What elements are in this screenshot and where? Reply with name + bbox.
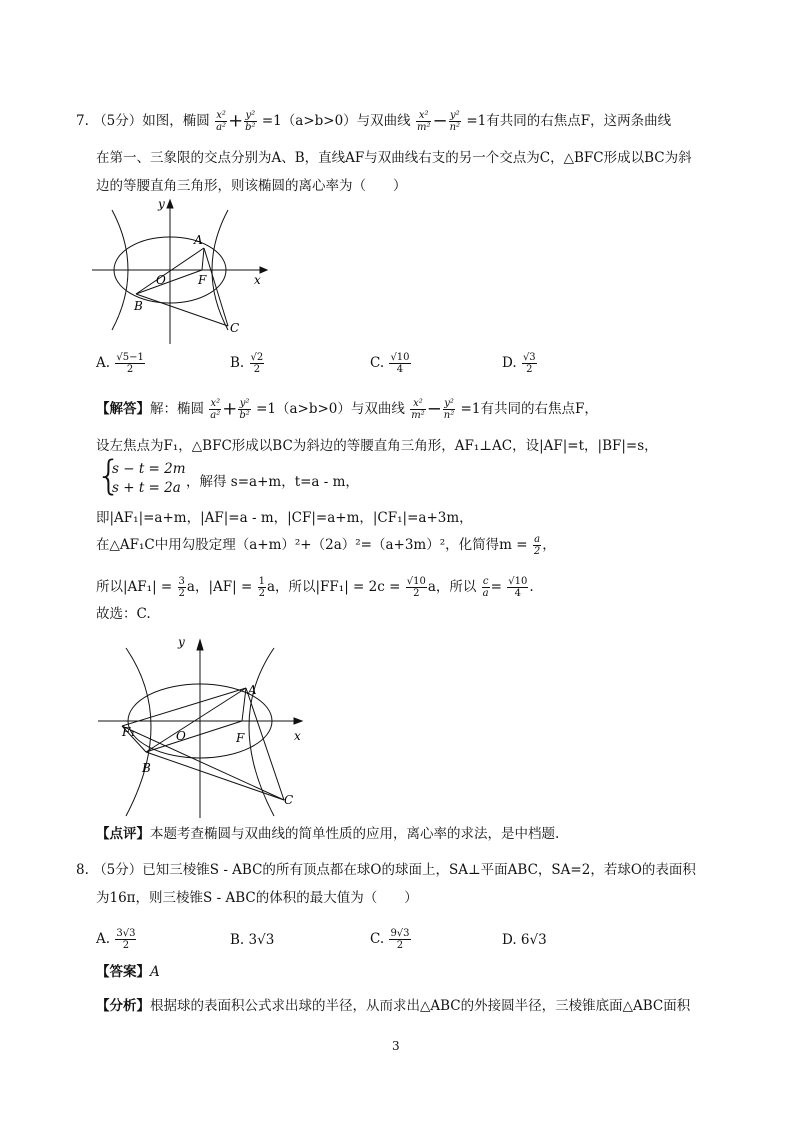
label-y: y — [178, 635, 185, 649]
label-x: x — [254, 273, 261, 287]
page-number: 3 — [392, 1039, 400, 1053]
frac-y2-b2: $\frac{\text{y²}}{\text{b²}}$ — [245, 110, 256, 133]
label-A: A — [194, 233, 203, 247]
label-O: O — [156, 273, 166, 287]
q8-option-b[interactable]: B. 3√3 — [230, 932, 275, 948]
label-B: B — [142, 761, 151, 775]
q7-line3: 边的等腰直角三角形，则该椭圆的离心率为（ ） — [96, 178, 407, 194]
q7-line2: 在第一、三象限的交点分别为A、B，直线AF与双曲线右支的另一个交点为C，△BFC形成以BC为斜 — [96, 150, 692, 166]
q8-option-d[interactable]: D. 6√3 — [502, 932, 547, 948]
label-x: x — [294, 729, 301, 743]
label-F: F — [198, 273, 207, 287]
label-B: B — [134, 299, 143, 313]
label-C: C — [230, 321, 240, 335]
q7-line1: 7. （5分）如图，椭圆 $\frac{\text{x²}}{\text{a²}}$ + $\frac{\text{y²}}{\text{b²}}$ =1（a>b>0）与双曲线 $\frac{\text{x²}}{\text{m²}}$ − $\frac{\text{y²}}{\text{n²}}$ =1有共同的右焦点F，这两条曲线 — [76, 110, 672, 133]
figure-ellipse-hyperbola-2 — [96, 628, 310, 820]
answer-line1: 【解答】解：椭圆 $\frac{\text{x²}}{\text{a²}}$ + $\frac{\text{y²}}{\text{b²}}$ =1（a>b>0）与双曲线 $\frac{\text{x²}}{\text{m²}}$ − $\frac{\text{y²}}{\text{n²}}$ =1有共同的右焦点F， — [96, 398, 598, 421]
q8-answer: 【答案】A — [96, 964, 160, 980]
hyperbola-right — [249, 648, 274, 816]
q8-option-a[interactable]: A. $\frac{3√3}{2}$ — [96, 928, 136, 951]
q8-option-c[interactable]: C. $\frac{9√3}{2}$ — [370, 928, 410, 951]
q7-option-d[interactable]: D. $\frac{√3}{2}$ — [502, 352, 536, 375]
label-A: A — [248, 683, 257, 697]
frac-x2-m2: $\frac{\text{x²}}{\text{m²}}$ — [416, 110, 431, 133]
q8-line1: 8. （5分）已知三棱锥S - ABC的所有顶点都在球O的球面上，SA⊥平面ABC，SA=2，若球O的表面积 — [76, 862, 696, 878]
answer-line2: 设左焦点为F₁，△BFC形成以BC为斜边的等腰直角三角形，AF₁⊥AC，设|AF|=t，|BF|=s， — [96, 438, 658, 454]
label-C: C — [284, 793, 294, 807]
label-O: O — [176, 729, 186, 743]
equation-system: { s − t = 2m s + t = 2a — [96, 453, 186, 499]
label-F1: F₁ — [122, 725, 136, 739]
q7-option-a[interactable]: A. $\frac{√5-1}{2}$ — [96, 352, 144, 375]
label-y: y — [158, 197, 165, 211]
frac-x2-a2: $\frac{\text{x²}}{\text{a²}}$ — [216, 110, 227, 133]
comment-line: 【点评】本题考查椭圆与双曲线的简单性质的应用，离心率的求法，是中档题. — [96, 826, 560, 842]
q8-number: 8. — [76, 862, 89, 878]
system-solution: ，解得 s=a+m，t=a - m， — [186, 474, 359, 490]
answer-choice: 故选：C. — [96, 606, 151, 622]
q8-line2: 为16π，则三棱锥S - ABC的体积的最大值为（ ） — [96, 890, 418, 906]
q7-number: 7. — [76, 113, 89, 129]
frac-y2-n2: $\frac{\text{y²}}{\text{n²}}$ — [449, 110, 461, 133]
label-F: F — [236, 731, 245, 745]
q8-analysis: 【分析】根据球的表面积公式求出球的半径，从而求出△ABC的外接圆半径，三棱锥底面△ABC面积 — [96, 998, 691, 1014]
answer-line6: 所以|AF₁| = $\frac{3}{2}$ a，|AF| = $\frac{1}{2}$ a，所以|FF₁| = 2c = $\frac{√10}{2}$ a，所以 $\frac{c}{a}$ = $\frac{√10}{4}$ . — [96, 576, 534, 599]
q7-option-b[interactable]: B. $\frac{√2}{2}$ — [230, 352, 264, 375]
answer-line4: 即|AF₁|=a+m，|AF|=a - m，|CF|=a+m，|CF₁|=a+3m， — [96, 510, 473, 526]
answer-line5: 在△AF₁C中用勾股定理（a+m）²+（2a）²=（a+3m）²，化简得m = $\frac{a}{2}$ ， — [96, 534, 556, 557]
q7-option-c[interactable]: C. $\frac{√10}{4}$ — [370, 352, 410, 375]
figure-ellipse-hyperbola-1 — [92, 196, 272, 346]
